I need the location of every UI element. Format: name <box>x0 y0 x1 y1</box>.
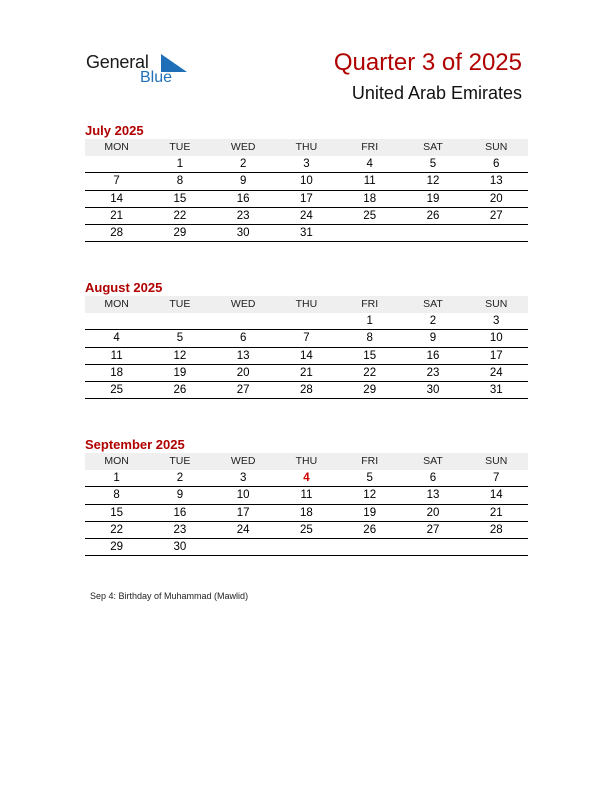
weekday-label: SUN <box>485 455 508 467</box>
week-row <box>85 156 528 173</box>
day-cell: 3 <box>303 158 310 170</box>
day-cell: 24 <box>236 523 250 536</box>
day-cell: 15 <box>363 349 377 362</box>
week-row <box>85 173 528 190</box>
day-cell: 11 <box>363 175 376 188</box>
week-row <box>85 330 528 347</box>
weekday-label: FRI <box>361 455 379 467</box>
day-cell: 30 <box>173 541 187 554</box>
day-cell <box>212 313 275 329</box>
day-cell: 19 <box>363 506 377 519</box>
day-cell: 25 <box>363 209 377 222</box>
day-cell: 14 <box>110 192 124 205</box>
day-cell: 11 <box>110 349 123 362</box>
weekday-label: TUE <box>169 298 191 310</box>
weekday-label: SAT <box>423 455 443 467</box>
day-cell: 17 <box>236 506 250 519</box>
day-cell: 2 <box>239 158 247 170</box>
day-cell <box>465 539 528 555</box>
day-cell: 14 <box>489 489 503 502</box>
day-cell: 15 <box>110 506 124 519</box>
day-cell: 26 <box>173 384 187 397</box>
day-cell: 29 <box>363 384 377 397</box>
weekday-label: MON <box>104 298 129 310</box>
day-cell <box>338 225 401 241</box>
week-row <box>85 539 528 556</box>
day-cell: 2 <box>176 472 184 484</box>
day-cell: 25 <box>300 523 313 536</box>
day-cell: 8 <box>176 175 184 188</box>
day-cell: 21 <box>110 209 124 222</box>
day-cell: 25 <box>110 384 124 397</box>
day-cell <box>85 156 148 172</box>
day-cell: 16 <box>236 192 250 205</box>
weekday-label: MON <box>104 455 129 467</box>
day-cell: 12 <box>173 349 187 362</box>
day-cell: 24 <box>489 366 503 379</box>
month-september <box>85 436 528 556</box>
generalblue-logo <box>86 50 196 90</box>
day-cell <box>338 539 401 555</box>
weekday-label: MON <box>104 141 129 153</box>
day-cell: 3 <box>239 472 247 484</box>
calendar-grid <box>85 139 528 242</box>
day-cell: 10 <box>300 175 313 188</box>
day-cell: 15 <box>173 192 187 205</box>
day-cell: 28 <box>110 227 124 240</box>
day-cell: 7 <box>493 472 500 484</box>
logo-word-general: General <box>86 52 149 72</box>
day-cell: 17 <box>300 192 313 205</box>
day-cell <box>212 539 275 555</box>
calendar-grid <box>85 296 528 399</box>
day-cell: 13 <box>236 349 250 362</box>
day-cell: 13 <box>426 489 440 502</box>
day-cell: 23 <box>173 523 187 536</box>
day-cell: 31 <box>489 384 503 397</box>
page-title: Quarter 3 of 2025 <box>333 49 522 76</box>
day-cell <box>465 225 528 241</box>
month-august <box>85 279 528 399</box>
day-cell: 6 <box>239 332 247 345</box>
day-cell: 21 <box>489 506 503 519</box>
day-cell: 28 <box>300 384 313 397</box>
day-cell: 29 <box>173 227 187 240</box>
week-row <box>85 365 528 382</box>
day-cell: 18 <box>110 366 124 379</box>
weekday-label: WED <box>230 455 256 467</box>
weekday-label: TUE <box>169 455 191 467</box>
day-cell: 7 <box>303 332 310 345</box>
weekday-label: THU <box>295 298 318 310</box>
week-row <box>85 487 528 504</box>
day-cell: 19 <box>426 192 440 205</box>
holiday-day-cell: 4 <box>303 472 310 484</box>
month-title: July 2025 <box>85 123 144 138</box>
day-cell <box>275 539 338 555</box>
day-cell: 4 <box>366 158 373 170</box>
week-row <box>85 522 528 539</box>
day-cell: 13 <box>489 175 503 188</box>
day-cell: 20 <box>489 192 503 205</box>
day-cell: 1 <box>176 158 184 170</box>
day-cell: 22 <box>110 523 124 536</box>
day-cell: 30 <box>426 384 440 397</box>
day-cell <box>401 225 464 241</box>
day-cell: 22 <box>173 209 187 222</box>
day-cell: 24 <box>300 209 313 222</box>
weekday-header-row <box>85 139 528 156</box>
day-cell: 20 <box>236 366 250 379</box>
day-cell: 1 <box>366 315 373 327</box>
weekday-label: SAT <box>423 141 443 153</box>
day-cell: 27 <box>426 523 440 536</box>
weekday-label: WED <box>230 141 256 153</box>
day-cell: 12 <box>363 489 377 502</box>
week-row <box>85 382 528 399</box>
week-row <box>85 225 528 242</box>
country-subtitle: United Arab Emirates <box>351 83 522 103</box>
day-cell: 28 <box>489 523 503 536</box>
day-cell: 3 <box>493 315 500 327</box>
weekday-label: THU <box>295 141 318 153</box>
day-cell: 12 <box>426 175 440 188</box>
day-cell: 5 <box>176 332 184 345</box>
day-cell: 5 <box>429 158 437 170</box>
week-row <box>85 505 528 522</box>
weekday-header-row <box>85 453 528 470</box>
day-cell: 5 <box>366 472 373 484</box>
weekday-label: SUN <box>485 141 508 153</box>
week-row <box>85 191 528 208</box>
week-row <box>85 208 528 225</box>
day-cell <box>275 313 338 329</box>
holiday-note: Sep 4: Birthday of Muhammad (Mawlid) <box>90 591 249 601</box>
calendar-grid <box>85 453 528 556</box>
weekday-label: SUN <box>485 298 508 310</box>
weekday-label: WED <box>230 298 256 310</box>
weekday-label: FRI <box>361 141 379 153</box>
day-cell: 29 <box>110 541 124 554</box>
day-cell: 7 <box>113 175 120 188</box>
week-row <box>85 348 528 365</box>
day-cell: 6 <box>429 472 437 484</box>
day-cell: 6 <box>493 158 500 170</box>
day-cell: 30 <box>236 227 250 240</box>
day-cell: 8 <box>366 332 373 345</box>
week-row <box>85 313 528 330</box>
day-cell: 9 <box>239 175 247 188</box>
month-july <box>85 122 528 242</box>
day-cell: 23 <box>236 209 250 222</box>
day-cell: 9 <box>429 332 437 345</box>
day-cell: 8 <box>113 489 120 502</box>
day-cell: 18 <box>363 192 377 205</box>
day-cell: 16 <box>173 506 187 519</box>
day-cell: 1 <box>113 472 120 484</box>
week-row <box>85 470 528 487</box>
day-cell: 17 <box>489 349 503 362</box>
day-cell: 16 <box>426 349 440 362</box>
day-cell: 4 <box>113 332 120 345</box>
day-cell: 26 <box>363 523 377 536</box>
weekday-label: SAT <box>423 298 443 310</box>
month-title: August 2025 <box>85 280 163 295</box>
day-cell: 2 <box>429 315 437 327</box>
day-cell: 11 <box>300 489 313 502</box>
day-cell <box>85 313 148 329</box>
day-cell: 10 <box>236 489 250 502</box>
weekday-label: TUE <box>169 141 191 153</box>
logo-word-blue: Blue <box>140 69 173 86</box>
day-cell: 22 <box>363 366 377 379</box>
day-cell: 23 <box>426 366 440 379</box>
weekday-label: THU <box>295 455 318 467</box>
day-cell: 27 <box>236 384 250 397</box>
day-cell: 20 <box>426 506 440 519</box>
month-title: September 2025 <box>85 437 185 452</box>
day-cell <box>148 313 211 329</box>
day-cell: 19 <box>173 366 187 379</box>
day-cell: 10 <box>489 332 503 345</box>
day-cell: 21 <box>300 366 313 379</box>
day-cell: 27 <box>489 209 503 222</box>
day-cell: 9 <box>176 489 184 502</box>
day-cell: 18 <box>300 506 313 519</box>
day-cell: 14 <box>300 349 313 362</box>
day-cell: 26 <box>426 209 440 222</box>
day-cell <box>401 539 464 555</box>
weekday-label: FRI <box>361 298 379 310</box>
day-cell: 31 <box>300 227 313 240</box>
weekday-header-row <box>85 296 528 313</box>
